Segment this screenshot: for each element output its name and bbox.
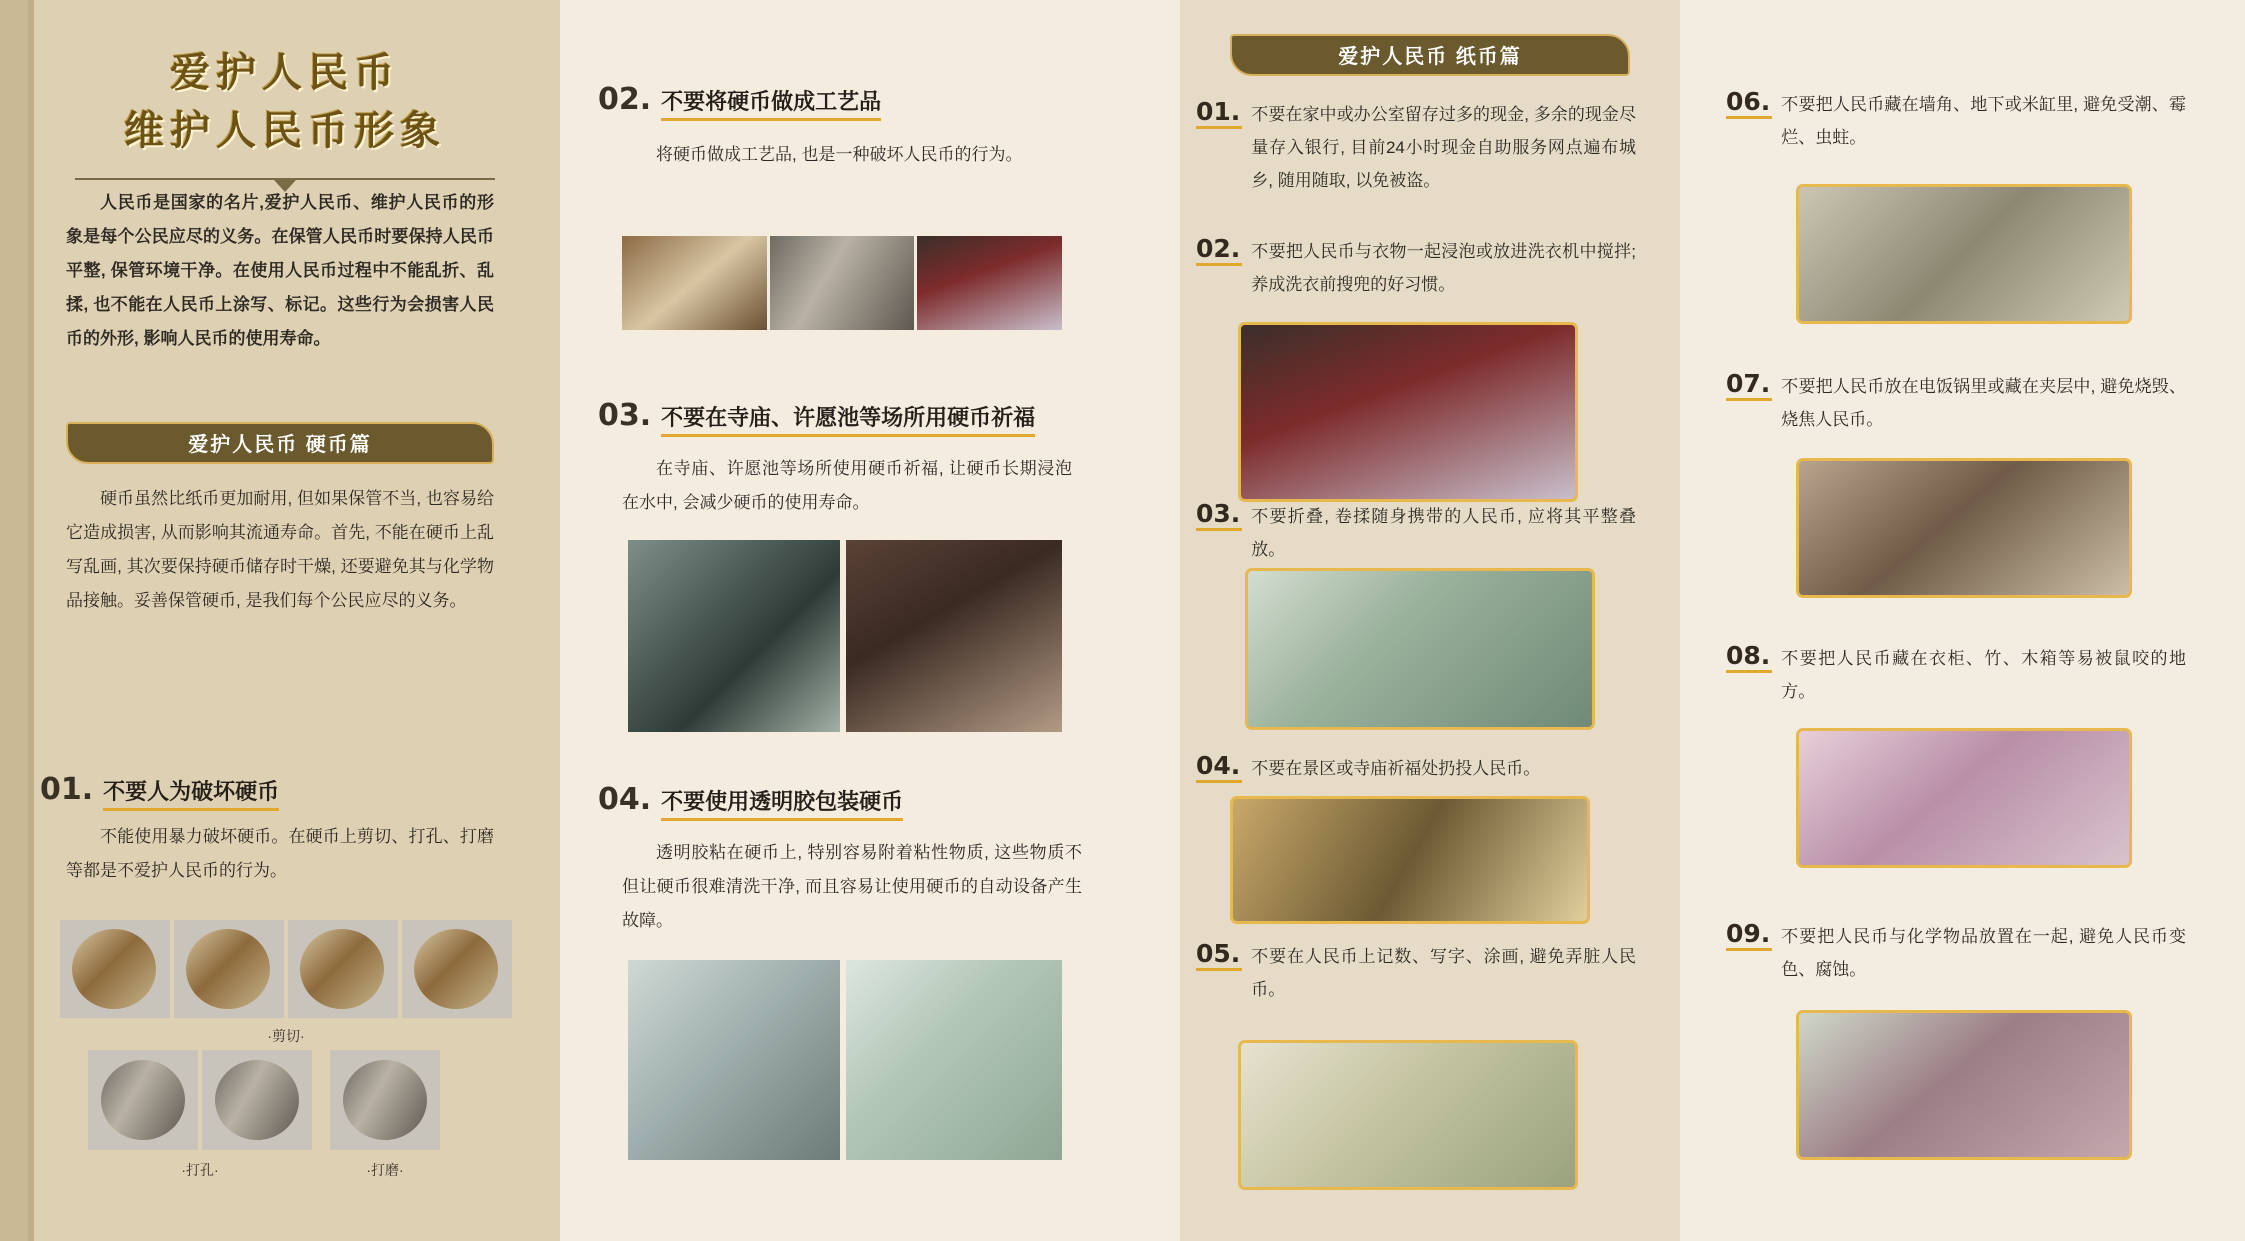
coin-craft-photo-3 (917, 236, 1062, 330)
poster-intro-text: 人民币是国家的名片,爱护人民币、维护人民币的形象是每个公民应尽的义务。在保管人民币时要保持人民币平整, 保管环境干净。在使用人民币过程中不能乱折、乱揉, 也不能在人民币上涂写、标记。这些行为会损害人民币的外形, 影响人民币的使用寿命。 (66, 193, 494, 348)
coin-item-01-text: 不能使用暴力破坏硬币。在硬币上剪切、打孔、打磨等都是不爱护人民币的行为。 (66, 827, 494, 880)
coin-item-01-number: 01. (40, 772, 94, 807)
note-item-08-text: 不要把人民币藏在衣柜、竹、木箱等易被鼠咬的地方。 (1781, 649, 2186, 702)
note-burnt-money-photo (1796, 458, 2132, 598)
note-item-04-number: 04. (1196, 752, 1242, 783)
coin-photo-cut-1 (60, 920, 170, 1018)
coin-craft-photo-2 (770, 236, 915, 330)
note-item-02-number: 02. (1196, 235, 1242, 266)
note-item-01-text: 不要在家中或办公室留存过多的现金, 多余的现金尽量存入银行, 目前24小时现金自助服务网点遍布城乡, 随用随取, 以免被盗。 (1251, 105, 1636, 191)
coin-craft-photo-1 (622, 236, 767, 330)
coin-tape-photo-2 (846, 960, 1062, 1160)
note-folded-money-photo (1245, 568, 1595, 730)
coin-craft-photo-strip (622, 236, 1062, 330)
coin-item-04-number: 04. (598, 782, 652, 817)
note-item-09 (1726, 920, 2186, 986)
coin-section-banner: 爱护人民币 硬币篇 (66, 422, 494, 464)
coin-photo-punch-2 (202, 1050, 312, 1150)
coin-item-02-text: 将硬币做成工艺品, 也是一种破坏人民币的行为。 (656, 145, 1023, 164)
note-item-09-number: 09. (1726, 920, 1772, 951)
note-temple-throwing-photo (1230, 796, 1590, 924)
coin-photo-cut-3 (288, 920, 398, 1018)
coin-item-04-text: 透明胶粘在硬币上, 特别容易附着粘性物质, 这些物质不但让硬币很难清洗干净, 而且容易让使用硬币的自动设备产生故障。 (622, 843, 1082, 930)
note-item-01-number: 01. (1196, 98, 1242, 129)
note-item-07 (1726, 370, 2186, 436)
poster-title-block (60, 44, 510, 192)
coin-item-04-title: 不要使用透明胶包装硬币 (661, 785, 903, 821)
note-item-04 (1196, 752, 1636, 785)
note-item-05 (1196, 940, 1636, 1006)
coin-item-03-number: 03. (598, 398, 652, 433)
left-edge-band (0, 0, 28, 1241)
coin-item-04-heading (598, 782, 903, 821)
coin-caption-grind: ·打磨· (366, 1162, 404, 1178)
note-item-08-number: 08. (1726, 642, 1772, 673)
note-item-09-text: 不要把人民币与化学物品放置在一起, 避免人民币变色、腐蚀。 (1781, 927, 2186, 980)
note-item-02 (1196, 235, 1636, 301)
coin-photo-cut-4 (402, 920, 512, 1018)
note-item-03 (1196, 500, 1636, 566)
note-item-07-number: 07. (1726, 370, 1772, 401)
note-item-05-text: 不要在人民币上记数、写字、涂画, 避免弄脏人民币。 (1251, 947, 1636, 1000)
note-item-03-text: 不要折叠, 卷揉随身携带的人民币, 应将其平整叠放。 (1251, 507, 1636, 560)
coin-photo-cut-2 (174, 920, 284, 1018)
coin-wishing-pool-photo-1 (628, 540, 840, 732)
note-item-02-text: 不要把人民币与衣物一起浸泡或放进洗衣机中搅拌; 养成洗衣前搜兜的好习惯。 (1251, 242, 1636, 295)
note-item-03-number: 03. (1196, 500, 1242, 531)
coin-item-02-title: 不要将硬币做成工艺品 (661, 85, 881, 121)
coin-photo-punch-1 (88, 1050, 198, 1150)
coin-item-02-number: 02. (598, 82, 652, 117)
note-chemical-damage-photo (1796, 1010, 2132, 1160)
note-moldy-money-photo (1796, 184, 2132, 324)
note-washing-machine-photo (1238, 322, 1578, 502)
note-item-06-number: 06. (1726, 88, 1772, 119)
note-item-07-text: 不要把人民币放在电饭锅里或藏在夹层中, 避免烧毁、烧焦人民币。 (1781, 377, 2186, 430)
note-item-01 (1196, 98, 1636, 197)
coin-photo-grind-1 (330, 1050, 440, 1150)
coin-caption-punch: ·打孔· (181, 1162, 219, 1178)
coin-item-03-title: 不要在寺庙、许愿池等场所用硬币祈福 (661, 401, 1035, 437)
note-section-banner: 爱护人民币 纸币篇 (1230, 34, 1630, 76)
coin-item-01-heading (40, 772, 279, 811)
note-item-06-text: 不要把人民币藏在墙角、地下或米缸里, 避免受潮、霉烂、虫蛀。 (1781, 95, 2186, 148)
coin-item-03-text: 在寺庙、许愿池等场所使用硬币祈福, 让硬币长期浸泡在水中, 会减少硬币的使用寿命。 (622, 459, 1072, 512)
coin-item-02-heading (598, 82, 881, 121)
poster-title-line-1: 爱护人民币 (170, 50, 400, 96)
note-item-04-text: 不要在景区或寺庙祈福处扔投人民币。 (1251, 759, 1541, 778)
coin-item-01-title: 不要人为破坏硬币 (103, 775, 279, 811)
poster-title-line-2: 维护人民币形象 (124, 108, 446, 154)
note-drawn-banknote-photo (1238, 1040, 1578, 1190)
coin-wishing-pool-photo-2 (846, 540, 1062, 732)
note-item-08 (1726, 642, 2186, 708)
coin-item-03-heading (598, 398, 1035, 437)
left-edge-band-inner (28, 0, 34, 1241)
note-item-06 (1726, 88, 2186, 154)
note-item-05-number: 05. (1196, 940, 1242, 971)
note-rodent-damage-photo (1796, 728, 2132, 868)
coin-section-intro: 硬币虽然比纸币更加耐用, 但如果保管不当, 也容易给它造成损害, 从而影响其流通寿命。首先, 不能在硬币上乱写乱画, 其次要保持硬币储存时干燥, 还要避免其与化学物品接触。妥善保管硬币, 是我们每个公民应尽的义务。 (66, 489, 494, 610)
coin-caption-cut: ·剪切· (267, 1028, 305, 1044)
coin-tape-photo-1 (628, 960, 840, 1160)
